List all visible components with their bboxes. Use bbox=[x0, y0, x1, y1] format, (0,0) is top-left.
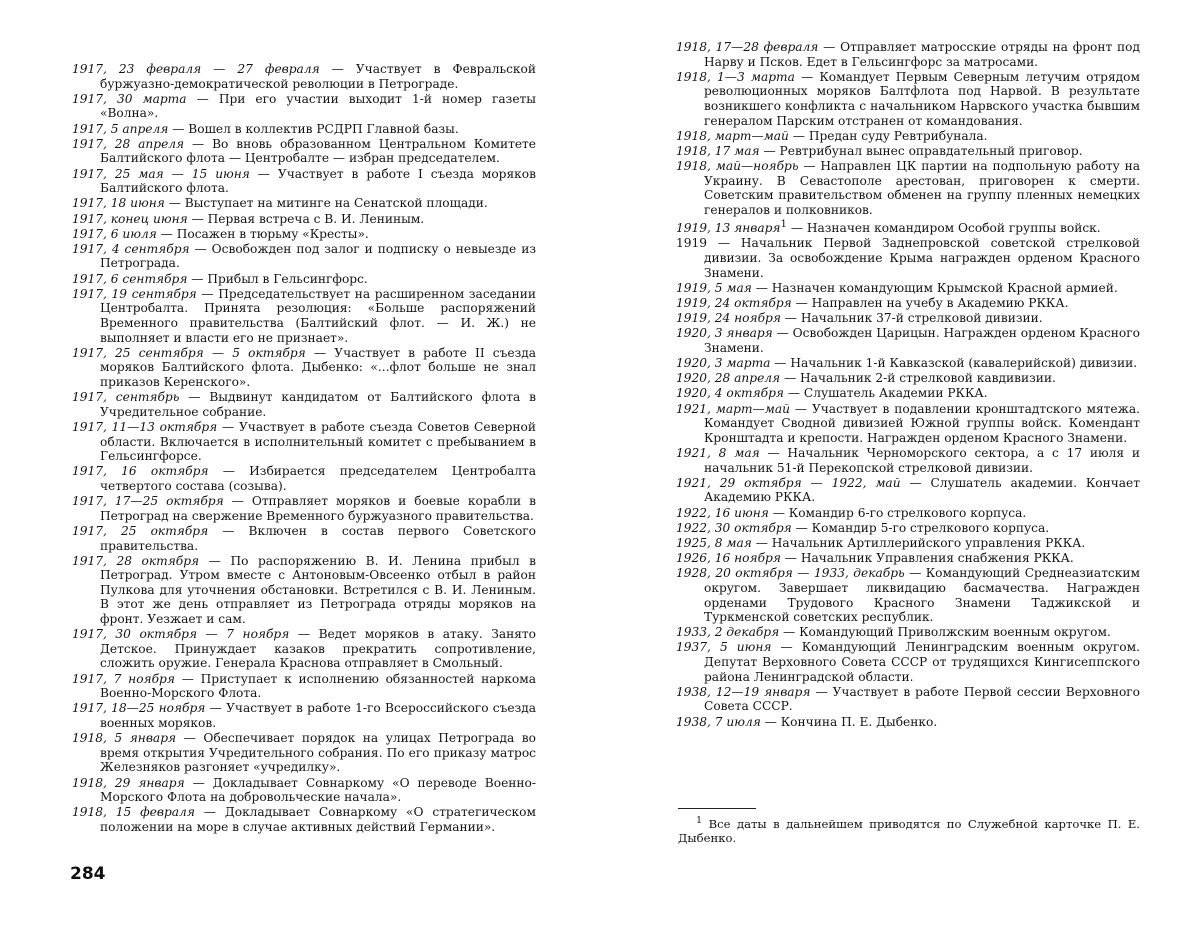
entry-text: — Ревтрибунал вынес оправдательный приговор. bbox=[760, 144, 1083, 158]
entry-date: 1917, 16 октября bbox=[72, 464, 208, 478]
chronology-entry bbox=[676, 640, 1140, 684]
chronology-entry bbox=[72, 122, 536, 137]
entry-text: — Приступает к исполнению обязанностей наркома Военно-Морского Флота. bbox=[100, 672, 536, 701]
entry-date: 1917, 30 марта bbox=[72, 92, 187, 106]
entry-text: — Участвует в Февральской буржуазно-демократической революции в Петрограде. bbox=[100, 62, 536, 91]
entry-date: 1921, март—май bbox=[676, 402, 790, 416]
entry-text: — Командир 6-го стрелкового корпуса. bbox=[769, 506, 1026, 520]
chronology-entry bbox=[72, 390, 536, 419]
entry-date: 1919, 5 мая bbox=[676, 281, 752, 295]
chronology-entry bbox=[72, 62, 536, 91]
chronology-entry bbox=[676, 40, 1140, 69]
chronology-entry bbox=[676, 311, 1140, 326]
entry-date: 1937, 5 июня bbox=[676, 640, 771, 654]
entry-date: 1917, 18 июня bbox=[72, 196, 165, 210]
chronology-entry bbox=[72, 627, 536, 671]
entry-text: — Слушатель академии. Кончает Академию РККА. bbox=[704, 476, 1140, 505]
entry-text: — Ведет моряков в атаку. Занято Детское. Принуждает казаков прекратить сопротивление, сложить оружие. Генерала Краснова отправляет в Смольный. bbox=[100, 627, 536, 670]
chronology-entry bbox=[72, 731, 536, 775]
entry-date: 1917, 28 октября bbox=[72, 554, 199, 568]
entry-date: 1917, 5 апреля bbox=[72, 122, 168, 136]
entry-text: — Посажен в тюрьму «Кресты». bbox=[157, 227, 369, 241]
entry-text: — Выдвинут кандидатом от Балтийского флота в Учредительное собрание. bbox=[100, 390, 536, 419]
entry-date: 1917, 25 октября bbox=[72, 524, 208, 538]
entry-date: 1918, 15 февраля bbox=[72, 805, 195, 819]
chronology-entry bbox=[676, 402, 1140, 446]
chronology-entry bbox=[676, 536, 1140, 551]
chronology-entry bbox=[676, 296, 1140, 311]
chronology-entry bbox=[72, 287, 536, 345]
footnote-text: Все даты в дальнейшем приводятся по Служебной карточке П. Е. Дыбенко. bbox=[678, 817, 1140, 845]
entry-text: — Участвует в работе съезда Советов Северной области. Включается в исполнительный комитет с пребыванием в Гельсингфорсе. bbox=[100, 420, 536, 463]
footnote-mark: 1 bbox=[696, 815, 702, 826]
chronology-entry bbox=[72, 464, 536, 493]
chronology-entry bbox=[676, 566, 1140, 624]
entry-date: 1919, 24 ноября bbox=[676, 311, 781, 325]
chronology-entry bbox=[676, 446, 1140, 475]
chronology-entry bbox=[676, 236, 1140, 280]
entry-date: 1917, 6 июля bbox=[72, 227, 157, 241]
entry-date: 1922, 30 октября bbox=[676, 521, 792, 535]
chronology-entry bbox=[676, 129, 1140, 144]
chronology-entry bbox=[72, 672, 536, 701]
chronology-entry bbox=[72, 212, 536, 227]
book-spread bbox=[0, 0, 1200, 928]
entry-date: 1917, 7 ноября bbox=[72, 672, 175, 686]
chronology-entry bbox=[72, 420, 536, 464]
entry-date: 1920, 3 марта bbox=[676, 356, 770, 370]
chronology-entry bbox=[72, 92, 536, 121]
chronology-entry bbox=[676, 476, 1140, 505]
chronology-entry bbox=[72, 524, 536, 553]
chronology-entry bbox=[72, 272, 536, 287]
chronology-entry bbox=[72, 167, 536, 196]
entry-date: 1917, 11—13 октября bbox=[72, 420, 217, 434]
entry-date: 1918, 17 мая bbox=[676, 144, 760, 158]
entry-date: 1920, 28 апреля bbox=[676, 371, 780, 385]
entry-text: — Отправляет моряков и боевые корабли в Петроград на свержение Временного буржуазного правительства. bbox=[100, 494, 536, 523]
chronology-entry bbox=[72, 227, 536, 242]
entry-date: 1917, 19 сентября bbox=[72, 287, 197, 301]
chronology-entry bbox=[676, 70, 1140, 128]
entry-text: — Избирается председателем Центробалта четвертого состава (созыва). bbox=[100, 464, 536, 493]
entry-text: 1919 — Начальник Первой Заднепровской советской стрелковой дивизии. За освобождение Крыма награжден орденом Красного Знамени. bbox=[676, 236, 1140, 279]
entry-text: — Участвует в работе Первой сессии Верховного Совета СССР. bbox=[704, 685, 1140, 714]
chronology-entry bbox=[676, 326, 1140, 355]
entry-text: — Освобожден под залог и подписку о невыезде из Петрограда. bbox=[100, 242, 536, 271]
chronology-entry bbox=[676, 281, 1140, 296]
entry-text: — При его участии выходит 1-й номер газеты «Волна». bbox=[100, 92, 536, 121]
left-page-chronology bbox=[72, 62, 536, 835]
page-number: 284 bbox=[70, 864, 106, 884]
entry-text: — Участвует в работе I съезда моряков Балтийского флота. bbox=[100, 167, 536, 196]
entry-text: — Председательствует на расширенном заседании Центробалта. Принята резолюция: «Больше распоряжений Временного правительства (Балтийский флот. — И. Ж.) не выполняет и власти его не признает». bbox=[100, 287, 536, 345]
entry-date: 1917, 17—25 октября bbox=[72, 494, 224, 508]
entry-date: 1918, 17—28 февраля bbox=[676, 40, 818, 54]
right-page-chronology bbox=[676, 40, 1140, 730]
chronology-entry bbox=[676, 386, 1140, 401]
entry-text: — Направлен на учебу в Академию РККА. bbox=[792, 296, 1069, 310]
entry-text: — Вошел в коллектив РСДРП Главной базы. bbox=[168, 122, 458, 136]
entry-date: 1917, конец июня bbox=[72, 212, 188, 226]
entry-text: — Освобожден Царицын. Награжден орденом Красного Знамени. bbox=[704, 326, 1140, 355]
entry-date: 1917, 25 мая — 15 июня bbox=[72, 167, 250, 181]
entry-date: 1917, 23 февраля — 27 февраля bbox=[72, 62, 320, 76]
entry-date: 1933, 2 декабря bbox=[676, 625, 779, 639]
entry-text: — Докладывает Совнаркому «О стратегическом положении на море в случае активных действий Германии». bbox=[100, 805, 536, 834]
entry-text: — Участвует в работе II съезда моряков Балтийского флота. Дыбенко: «...флот больше не знал приказов Керенского». bbox=[100, 346, 536, 389]
entry-text: — Кончина П. Е. Дыбенко. bbox=[761, 715, 937, 729]
entry-date: 1918, 1—3 марта bbox=[676, 70, 795, 84]
chronology-entry bbox=[72, 805, 536, 834]
chronology-entry bbox=[676, 371, 1140, 386]
entry-date: 1917, 6 сентября bbox=[72, 272, 187, 286]
entry-text: — Назначен командующим Крымской Красной армией. bbox=[752, 281, 1118, 295]
entry-date: 1921, 8 мая bbox=[676, 446, 760, 460]
entry-date: 1918, 5 января bbox=[72, 731, 176, 745]
entry-text: — Предан суду Ревтрибунала. bbox=[789, 129, 988, 143]
entry-text: — Начальник Управления снабжения РККА. bbox=[781, 551, 1074, 565]
chronology-entry bbox=[676, 625, 1140, 640]
chronology-entry bbox=[72, 196, 536, 211]
chronology-entry bbox=[72, 137, 536, 166]
entry-text: — По распоряжению В. И. Ленина прибыл в Петроград. Утром вместе с Антоновым-Овсеенко отбыл в район Пулкова для уточнения обстановки. Встретился с В. И. Лениным. В этот же день отправляет из Петрограда отряды моряков на фронт. Уезжает и сам. bbox=[100, 554, 536, 626]
entry-date: 1938, 7 июля bbox=[676, 715, 761, 729]
entry-date: 1926, 16 ноября bbox=[676, 551, 781, 565]
entry-text: — Во вновь образованном Центральном Комитете Балтийского флота — Центробалте — избран председателем. bbox=[100, 137, 536, 166]
entry-text: — Начальник 2-й стрелковой кавдивизии. bbox=[780, 371, 1056, 385]
entry-text: — Обеспечивает порядок на улицах Петрограда во время открытия Учредительного собрания. По его приказу матрос Железняков разгоняет «учредилку». bbox=[100, 731, 536, 774]
entry-date: 1919, 13 января bbox=[676, 221, 780, 235]
entry-text: — Начальник 1-й Кавказской (кавалерийской) дивизии. bbox=[770, 356, 1137, 370]
chronology-entry bbox=[676, 506, 1140, 521]
chronology-entry bbox=[72, 494, 536, 523]
entry-text: — Участвует в работе 1-го Всероссийского съезда военных моряков. bbox=[100, 701, 536, 730]
entry-text: — Командующий Среднеазиатским округом. Завершает ликвидацию басмачества. Награжден орденами Трудового Красного Знамени Таджикской и Туркменской советских республик. bbox=[704, 566, 1140, 624]
entry-date: 1925, 8 мая bbox=[676, 536, 752, 550]
entry-date: 1920, 3 января bbox=[676, 326, 773, 340]
chronology-entry bbox=[676, 715, 1140, 730]
chronology-entry bbox=[676, 551, 1140, 566]
entry-date: 1917, сентябрь bbox=[72, 390, 179, 404]
entry-text: — Первая встреча с В. И. Лениным. bbox=[188, 212, 425, 226]
chronology-entry bbox=[72, 776, 536, 805]
chronology-entry bbox=[676, 356, 1140, 371]
entry-text: — Назначен командиром Особой группы войск. bbox=[787, 221, 1101, 235]
entry-text: — Отправляет матросские отряды на фронт под Нарву и Псков. Едет в Гельсингфорс за матросами. bbox=[704, 40, 1140, 69]
entry-date: 1921, 29 октября — 1922, май bbox=[676, 476, 901, 490]
footnote bbox=[678, 814, 1140, 845]
entry-text: — Начальник Артиллерийского управления РККА. bbox=[752, 536, 1085, 550]
chronology-entry bbox=[676, 218, 1140, 236]
entry-text: — Выступает на митинге на Сенатской площади. bbox=[165, 196, 488, 210]
chronology-entry bbox=[676, 685, 1140, 714]
chronology-entry bbox=[676, 144, 1140, 159]
entry-text: — Командующий Приволжским военным округом. bbox=[779, 625, 1111, 639]
entry-date: 1917, 18—25 ноября bbox=[72, 701, 205, 715]
entry-text: — Командует Первым Северным летучим отрядом революционных моряков Балтфлота под Нарвой. В результате возникшего конфликта с начальником Нарвского участка бывшим генералом Парским отстранен от командования. bbox=[704, 70, 1140, 128]
entry-text: — Прибыл в Гельсингфорс. bbox=[187, 272, 367, 286]
entry-text: — Начальник Черноморского сектора, а с 17 июля и начальник 51-й Перекопской стрелковой дивизии. bbox=[704, 446, 1140, 475]
entry-text: — Слушатель Академии РККА. bbox=[784, 386, 988, 400]
entry-text: — Начальник 37-й стрелковой дивизии. bbox=[781, 311, 1043, 325]
entry-date: 1917, 4 сентября bbox=[72, 242, 190, 256]
footnote-rule bbox=[678, 808, 756, 809]
entry-date: 1918, 29 января bbox=[72, 776, 185, 790]
entry-date: 1928, 20 октября — 1933, декабрь bbox=[676, 566, 905, 580]
entry-text: — Командир 5-го стрелкового корпуса. bbox=[792, 521, 1049, 535]
entry-text: — Командующий Ленинградским военным округом. Депутат Верховного Совета СССР от трудящихся Кингисеппского района Ленинградской области. bbox=[704, 640, 1140, 683]
chronology-entry bbox=[72, 346, 536, 390]
entry-date: 1918, май—ноябрь bbox=[676, 159, 798, 173]
entry-text: — Участвует в подавлении кронштадтского мятежа. Командует Сводной дивизией Южной группы войск. Комендант Кронштадта и крепости. Награжден орденом Красного Знамени. bbox=[704, 402, 1140, 445]
chronology-entry bbox=[72, 554, 536, 627]
entry-date: 1917, 25 сентября — 5 октября bbox=[72, 346, 306, 360]
chronology-entry bbox=[676, 159, 1140, 217]
entry-date: 1920, 4 октября bbox=[676, 386, 784, 400]
chronology-entry bbox=[72, 242, 536, 271]
entry-date: 1938, 12—19 января bbox=[676, 685, 810, 699]
footnote-reference: 1 bbox=[780, 219, 786, 230]
entry-text: — Докладывает Совнаркому «О переводе Военно-Морского Флота на добровольческие начала». bbox=[100, 776, 536, 805]
entry-date: 1922, 16 июня bbox=[676, 506, 769, 520]
entry-date: 1917, 28 апреля bbox=[72, 137, 184, 151]
entry-date: 1917, 30 октября — 7 ноября bbox=[72, 627, 289, 641]
entry-text: — Включен в состав первого Советского правительства. bbox=[100, 524, 536, 553]
entry-text: — Направлен ЦК партии на подпольную работу на Украину. В Севастополе арестован, приговорен к смерти. Советским правительством обменен на группу пленных немецких генералов и полковников. bbox=[704, 159, 1140, 217]
chronology-entry bbox=[72, 701, 536, 730]
entry-date: 1919, 24 октября bbox=[676, 296, 792, 310]
chronology-entry bbox=[676, 521, 1140, 536]
entry-date: 1918, март—май bbox=[676, 129, 789, 143]
